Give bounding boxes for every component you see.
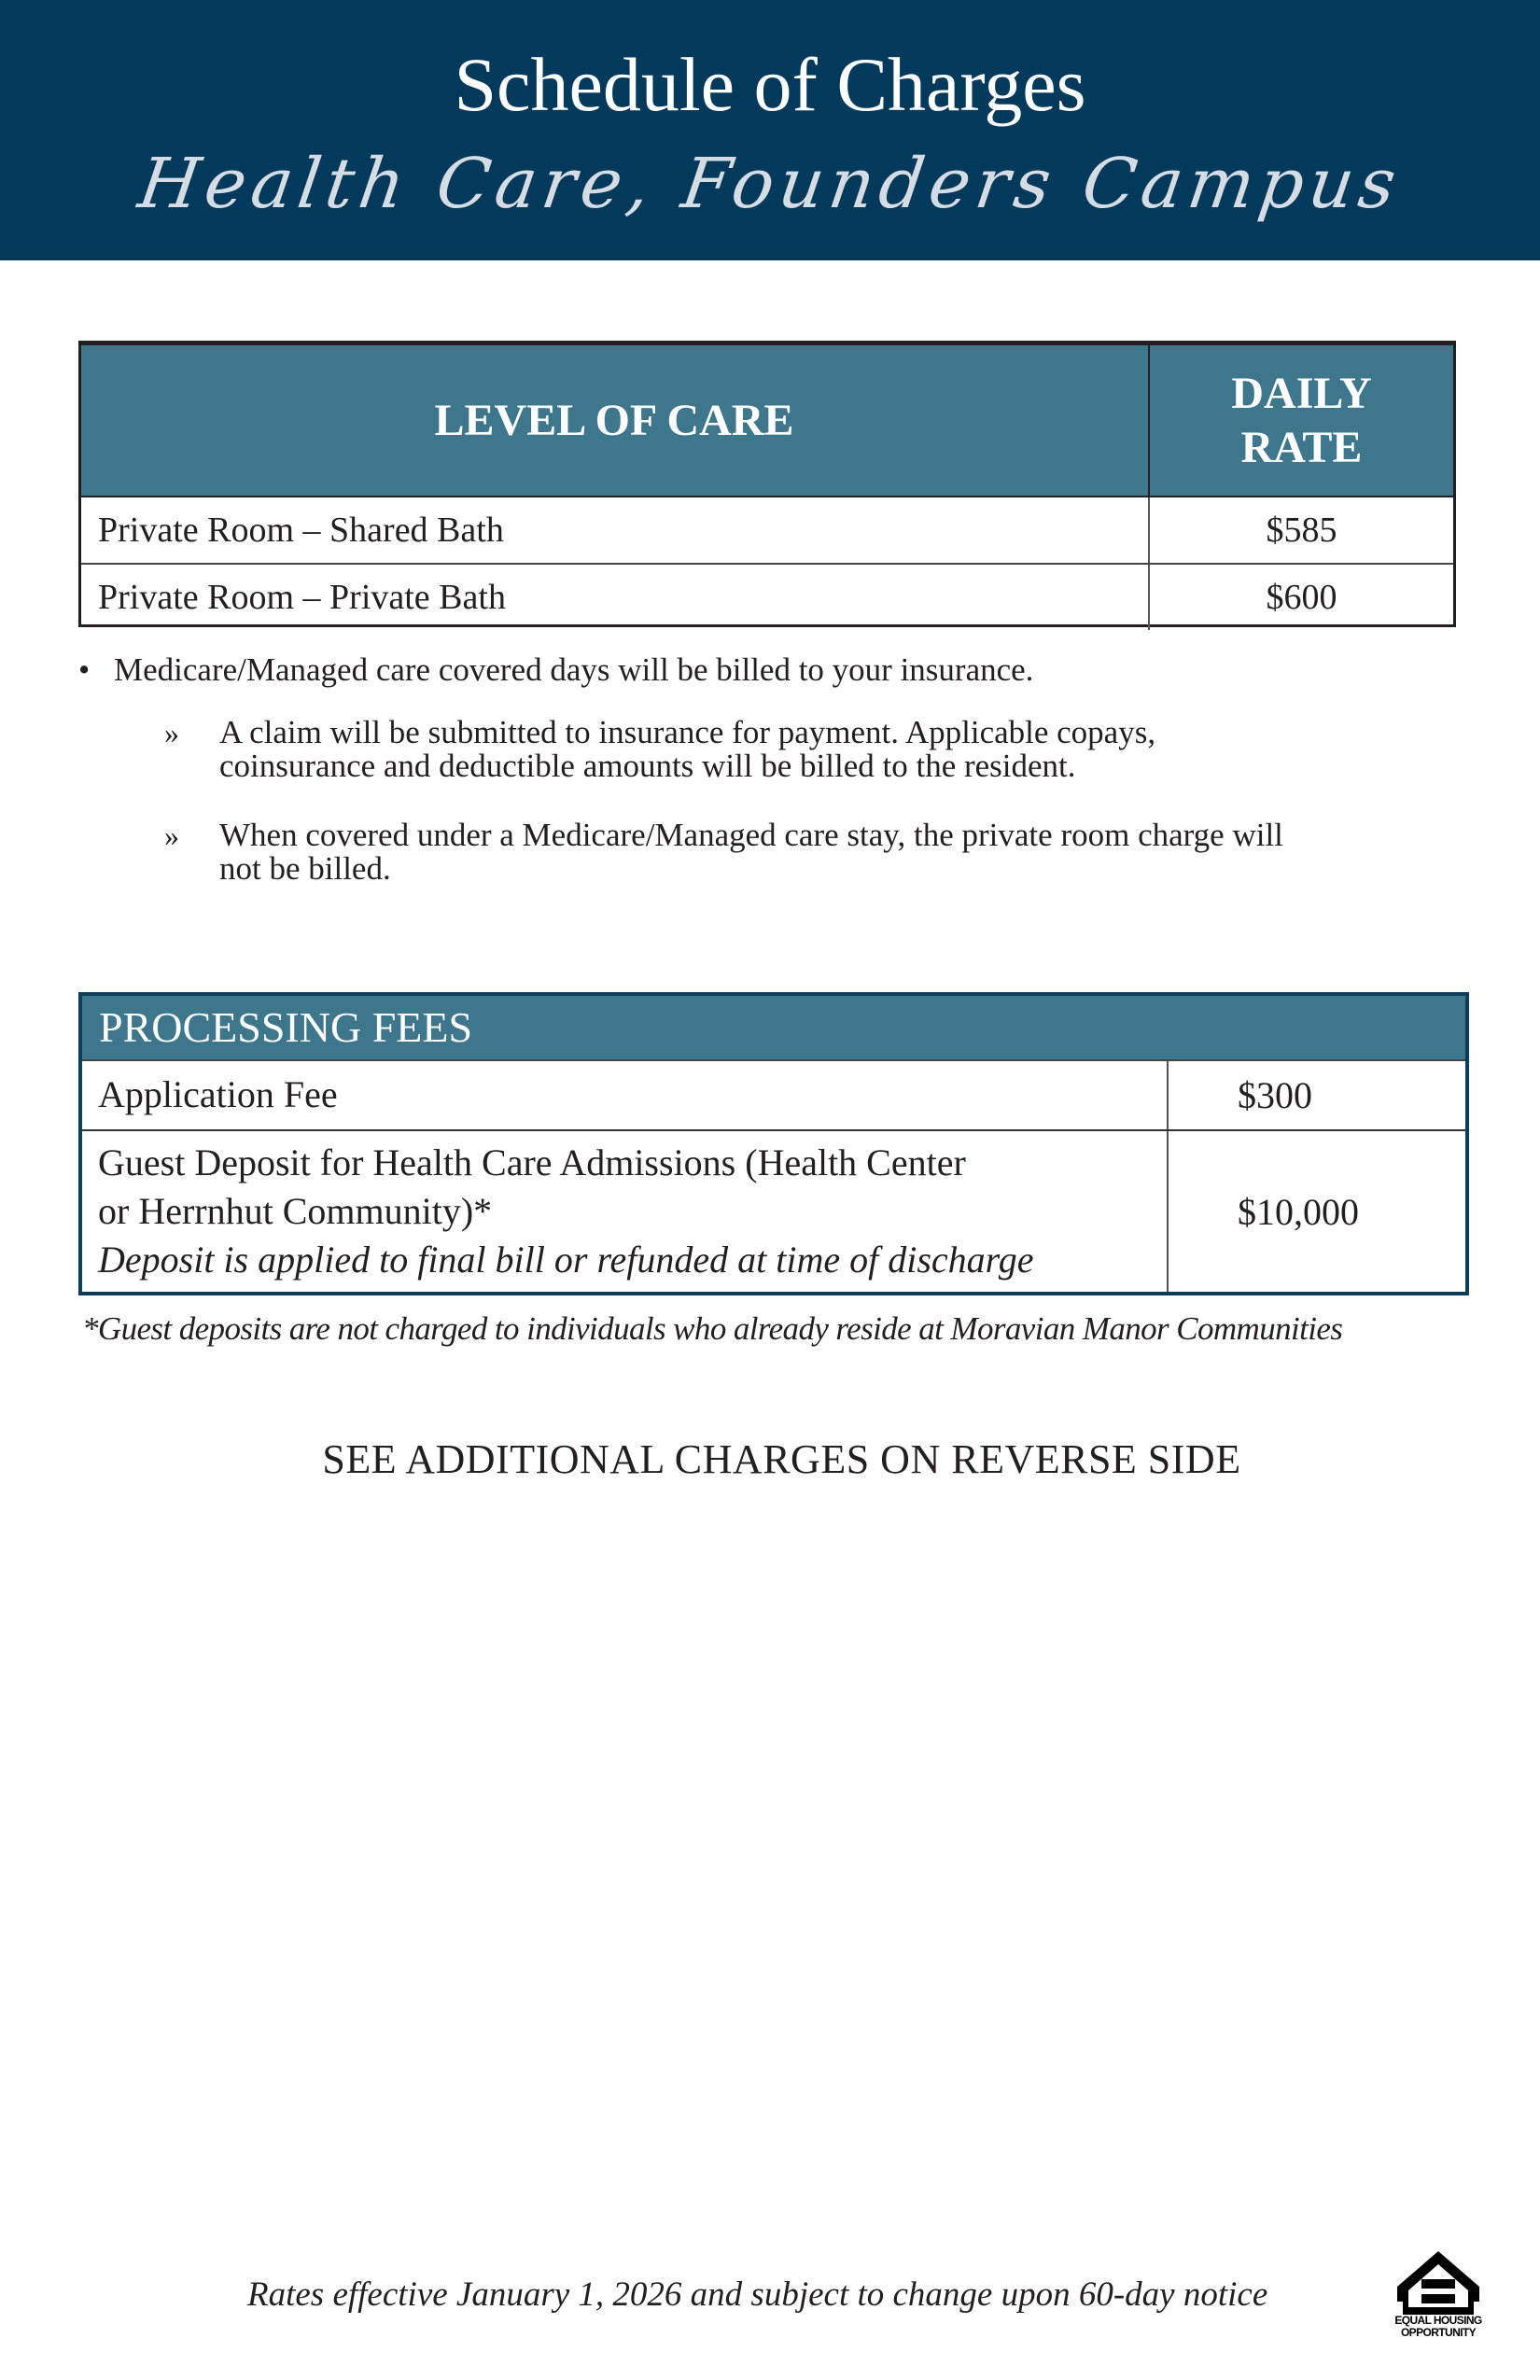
rates-effective-note: Rates effective January 1, 2026 and subject to change upon 60-day notice — [247, 2275, 1268, 2314]
fee-label — [98, 1139, 1143, 1284]
fee-label-line: Guest Deposit for Health Care Admissions (Health Center — [98, 1141, 966, 1183]
level-of-care-table — [78, 341, 1456, 627]
equal-housing-label-line: OPPORTUNITY — [1400, 2326, 1477, 2339]
see-reverse-side-note: SEE ADDITIONAL CHARGES ON REVERSE SIDE — [322, 1436, 1241, 1482]
fee-note: Deposit is applied to final bill or refunded at time of discharge — [98, 1239, 1034, 1281]
fee-label-line: or Herrnhut Community)* — [98, 1190, 493, 1232]
fee-label: Application Fee — [98, 1073, 338, 1115]
fee-amount — [1167, 1131, 1465, 1292]
rate-cell: $585 — [1148, 497, 1453, 563]
equal-housing-label-line: EQUAL HOUSING — [1394, 2314, 1482, 2327]
table-row — [82, 1131, 1465, 1292]
chevron-double-right-icon: » — [164, 716, 179, 749]
column-header-daily-rate — [1148, 345, 1453, 496]
fee-amount-value: $300 — [1238, 1074, 1312, 1116]
sub-bullet-text — [219, 819, 1461, 886]
level-cell: Private Room – Private Bath — [98, 578, 506, 617]
level-cell: Private Room – Shared Bath — [98, 511, 504, 550]
daily-rate-line2: RATE — [1240, 422, 1363, 472]
processing-fees-title: PROCESSING FEES — [82, 996, 1465, 1061]
fee-amount — [1167, 1061, 1465, 1129]
guest-deposit-footnote: *Guest deposits are not charged to individuals who already reside at Moravian Manor Communities — [82, 1310, 1343, 1347]
sub-bullet-line: not be billed. — [219, 850, 391, 887]
page-title: Schedule of Charges — [454, 42, 1086, 127]
table-header-row — [81, 345, 1453, 497]
table-row — [82, 1061, 1465, 1131]
processing-fees-table — [78, 992, 1469, 1295]
daily-rate-line1: DAILY — [1231, 368, 1372, 418]
sub-bullet-line: A claim will be submitted to insurance for payment. Applicable copays, — [219, 714, 1156, 750]
bullet-main-text: Medicare/Managed care covered days will be billed to your insurance. — [114, 651, 1034, 688]
equal-housing-label — [1393, 2315, 1483, 2339]
rate-cell: $600 — [1148, 565, 1453, 630]
chevron-double-right-icon: » — [164, 819, 179, 852]
bullet-icon: • — [78, 651, 91, 688]
header-banner — [0, 0, 1540, 260]
sub-bullet-line: When covered under a Medicare/Managed care stay, the private room charge will — [219, 817, 1283, 853]
page-subtitle: Health Care, Founders Campus — [133, 144, 1407, 224]
sub-bullet-text — [219, 716, 1461, 783]
table-row — [81, 497, 1453, 565]
sub-bullet-line: coinsurance and deductible amounts will be billed to the resident. — [219, 748, 1076, 784]
table-row — [81, 565, 1453, 630]
fee-amount-value: $10,000 — [1238, 1190, 1359, 1233]
column-header-level-of-care: LEVEL OF CARE — [434, 396, 794, 445]
